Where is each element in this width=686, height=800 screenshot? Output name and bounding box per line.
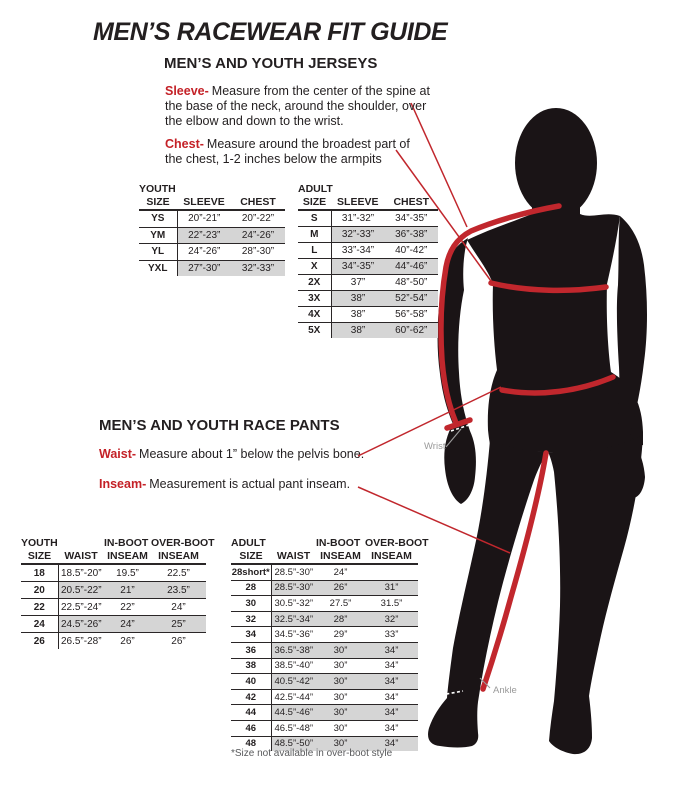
- value-cell: 38.5”-40”: [274, 660, 314, 672]
- table-row: [231, 642, 418, 658]
- value-cell: 32”-33”: [331, 227, 385, 243]
- value-cell: 38”: [331, 291, 385, 307]
- value-cell: 42.5”-44”: [274, 691, 314, 703]
- torso-shape: [467, 196, 643, 453]
- value-cell: 34”: [365, 705, 418, 721]
- size-cell: 5X: [298, 323, 331, 339]
- value-cell: 34”: [384, 660, 399, 672]
- size-cell: 4X: [298, 307, 331, 323]
- table-row: [139, 260, 285, 276]
- table-row: [298, 259, 438, 275]
- waist-text: Measure about 1” below the pelvis bone.: [139, 447, 365, 461]
- value-cell: 24”-26”: [231, 227, 285, 244]
- value-cell: 20”-22”: [241, 213, 275, 225]
- value-cell: 34”: [365, 674, 418, 690]
- table-row: [21, 616, 206, 633]
- value-cell: 27”-30”: [177, 260, 231, 276]
- value-cell: 22.5”: [167, 567, 190, 579]
- adult-pants-table: [231, 536, 429, 751]
- inseam-description: [99, 477, 399, 492]
- value-cell: 20”-21”: [188, 213, 221, 225]
- value-cell: 34”: [384, 691, 399, 703]
- value-cell: 34”-35”: [331, 259, 385, 275]
- table-row: [139, 227, 285, 244]
- value-cell: 48”-50”: [395, 277, 428, 288]
- youth-pants-table: [21, 536, 215, 649]
- value-cell: 28.5”-30”: [274, 566, 314, 578]
- value-cell: 44.5”-46”: [271, 705, 316, 721]
- value-cell: 30”: [316, 736, 365, 751]
- size-cell: 42: [231, 689, 271, 705]
- table-row: [139, 244, 285, 261]
- value-cell: 22.5”-24”: [60, 601, 102, 613]
- table-row: [21, 633, 206, 650]
- table-row: [298, 291, 438, 307]
- size-cell: S: [298, 210, 331, 227]
- sleeve-label: Sleeve-: [165, 84, 209, 98]
- value-cell: 34”: [384, 722, 399, 734]
- value-cell: 26.5”-28”: [60, 635, 102, 647]
- waist-description: [99, 447, 399, 462]
- value-cell: 25”: [151, 616, 206, 633]
- value-cell: 31”-32”: [341, 213, 375, 224]
- value-cell: 32.5”-34”: [271, 611, 316, 627]
- column-header: OVER-BOOT INSEAM: [151, 537, 215, 562]
- value-cell: 56”-58”: [395, 309, 428, 320]
- value-cell: 24”: [104, 616, 151, 633]
- table-row: [231, 627, 418, 643]
- value-cell: 26”: [171, 635, 186, 647]
- inseam-label: Inseam-: [99, 477, 147, 491]
- value-cell: 60”-62”: [385, 323, 439, 339]
- body-silhouette: [428, 108, 647, 754]
- value-cell: 48.5”-50”: [271, 736, 316, 751]
- size-cell: 20: [21, 582, 58, 599]
- size-cell: 44: [231, 705, 271, 721]
- size-cell: 30: [231, 596, 271, 612]
- size-cell: 24: [21, 616, 58, 633]
- inseam-text: Measurement is actual pant inseam.: [149, 477, 351, 491]
- value-cell: 31.5”: [380, 597, 403, 609]
- size-cell: 26: [21, 633, 58, 650]
- table-row: [231, 674, 418, 690]
- table-row: [231, 596, 418, 612]
- value-cell: 18.5”-20”: [60, 567, 102, 579]
- size-cell: 18: [21, 564, 58, 582]
- value-cell: 20.5”-22”: [58, 582, 104, 599]
- size-cell: L: [298, 243, 331, 259]
- value-cell: 24.5”-26”: [58, 616, 104, 633]
- value-cell: 30”: [333, 691, 348, 703]
- table-row: [231, 611, 418, 627]
- value-cell: 26”: [316, 580, 365, 596]
- size-cell: 36: [231, 642, 271, 658]
- value-cell: 40.5”-42”: [271, 674, 316, 690]
- chest-label: Chest-: [165, 137, 204, 151]
- table-row: [231, 705, 418, 721]
- table-row: [231, 564, 418, 580]
- value-cell: 40”-42”: [395, 245, 428, 256]
- value-cell: 23.5”: [151, 582, 206, 599]
- table-row: [139, 210, 285, 227]
- size-cell: 40: [231, 674, 271, 690]
- table-row: [298, 210, 438, 227]
- youth-jersey-table: [139, 182, 285, 276]
- sleeve-description: [165, 84, 437, 129]
- value-cell: 32”: [365, 611, 418, 627]
- column-header: CHEST: [393, 196, 430, 208]
- size-cell: 38: [231, 658, 271, 674]
- size-cell: YM: [139, 227, 177, 244]
- value-cell: 30.5”-32”: [274, 597, 314, 609]
- value-cell: 38”: [350, 309, 366, 320]
- value-cell: 19.5”: [116, 567, 139, 579]
- column-header: CHEST: [240, 196, 276, 208]
- size-cell: YL: [139, 244, 177, 261]
- pants-heading: MEN’S AND YOUTH RACE PANTS: [99, 417, 340, 434]
- value-cell: 30”: [316, 705, 365, 721]
- value-cell: 33”: [384, 629, 399, 641]
- value-cell: 24”: [333, 566, 348, 578]
- page-title: MEN’S RACEWEAR FIT GUIDE: [93, 18, 448, 46]
- size-cell: YS: [139, 210, 177, 227]
- value-cell: 32”-33”: [231, 260, 285, 276]
- value-cell: 34.5”-36”: [274, 629, 314, 641]
- jerseys-heading: MEN’S AND YOUTH JERSEYS: [164, 55, 378, 72]
- size-cell: 3X: [298, 291, 331, 307]
- size-cell: M: [298, 227, 331, 243]
- size-cell: 32: [231, 611, 271, 627]
- column-header: YOUTH SIZE: [21, 537, 58, 562]
- value-cell: 22”: [120, 601, 135, 613]
- value-cell: 52”-54”: [385, 291, 439, 307]
- waist-label: Waist-: [99, 447, 137, 461]
- value-cell: 24”-26”: [188, 246, 221, 258]
- value-cell: 38”: [331, 323, 385, 339]
- table-row: [231, 658, 418, 674]
- value-cell: 26”: [120, 635, 135, 647]
- value-cell: 24”: [171, 601, 186, 613]
- value-cell: 30”: [316, 674, 365, 690]
- value-cell: 29”: [333, 629, 348, 641]
- size-cell: YXL: [139, 260, 177, 276]
- value-cell: 30”: [316, 642, 365, 658]
- chest-text: Measure around the broadest part of the chest, 1-2 inches below the armpits: [165, 137, 410, 166]
- value-cell: 36.5”-38”: [271, 642, 316, 658]
- value-cell: 28”-30”: [241, 246, 275, 258]
- table-row: [298, 227, 438, 243]
- value-cell: 31”: [365, 580, 418, 596]
- left-leg-shape: [428, 440, 548, 748]
- size-cell: 48: [231, 736, 271, 751]
- column-header: OVER-BOOT INSEAM: [365, 537, 429, 562]
- chest-description: [165, 137, 417, 167]
- table-row: [231, 720, 418, 736]
- footnote: *Size not available in over-boot style: [231, 748, 393, 759]
- table-row: [231, 689, 418, 705]
- value-cell: 46.5”-48”: [274, 722, 314, 734]
- table-row: [298, 307, 438, 323]
- value-cell: 34”-35”: [395, 213, 428, 224]
- value-cell: 30”: [333, 660, 348, 672]
- column-header: SLEEVE: [183, 196, 225, 208]
- wrist-label: Wrist: [424, 441, 446, 452]
- table-row: [21, 564, 206, 582]
- table-row: [21, 582, 206, 599]
- value-cell: [365, 564, 418, 580]
- size-cell: 46: [231, 720, 271, 736]
- table-row: [231, 580, 418, 596]
- table-row: [298, 323, 438, 339]
- value-cell: 34”: [365, 642, 418, 658]
- size-cell: 34: [231, 627, 271, 643]
- size-cell: 2X: [298, 275, 331, 291]
- size-cell: 28: [231, 580, 271, 596]
- column-header: WAIST: [64, 550, 98, 562]
- value-cell: 28.5”-30”: [271, 580, 316, 596]
- value-cell: 37”: [350, 277, 366, 288]
- value-cell: 44”-46”: [385, 259, 439, 275]
- table-row: [21, 599, 206, 616]
- adult-jersey-table: [298, 182, 438, 338]
- size-cell: 28short*: [231, 564, 271, 580]
- column-header: IN-BOOT INSEAM: [316, 537, 361, 562]
- ankle-label: Ankle: [493, 685, 517, 696]
- sleeve-text: Measure from the center of the spine at the base of the neck, around the shoulder, over the elbow and down to the wrist.: [165, 84, 430, 128]
- value-cell: 28”: [316, 611, 365, 627]
- column-header: ADULT SIZE: [231, 537, 266, 562]
- value-cell: 22”-23”: [177, 227, 231, 244]
- value-cell: 34”: [365, 736, 418, 751]
- table-row: [298, 243, 438, 259]
- right-leg-shape: [548, 435, 643, 754]
- column-header: ADULT SIZE: [298, 183, 333, 208]
- table-row: [298, 275, 438, 291]
- column-header: IN-BOOT INSEAM: [104, 537, 149, 562]
- value-cell: 36”-38”: [385, 227, 439, 243]
- column-header: SLEEVE: [337, 196, 379, 208]
- size-cell: 22: [21, 599, 58, 616]
- column-header: WAIST: [276, 550, 311, 562]
- size-cell: X: [298, 259, 331, 275]
- value-cell: 30”: [333, 722, 348, 734]
- value-cell: 33”-34”: [341, 245, 375, 256]
- value-cell: 21”: [104, 582, 151, 599]
- column-header: YOUTH SIZE: [139, 183, 176, 208]
- value-cell: 27.5”: [329, 597, 352, 609]
